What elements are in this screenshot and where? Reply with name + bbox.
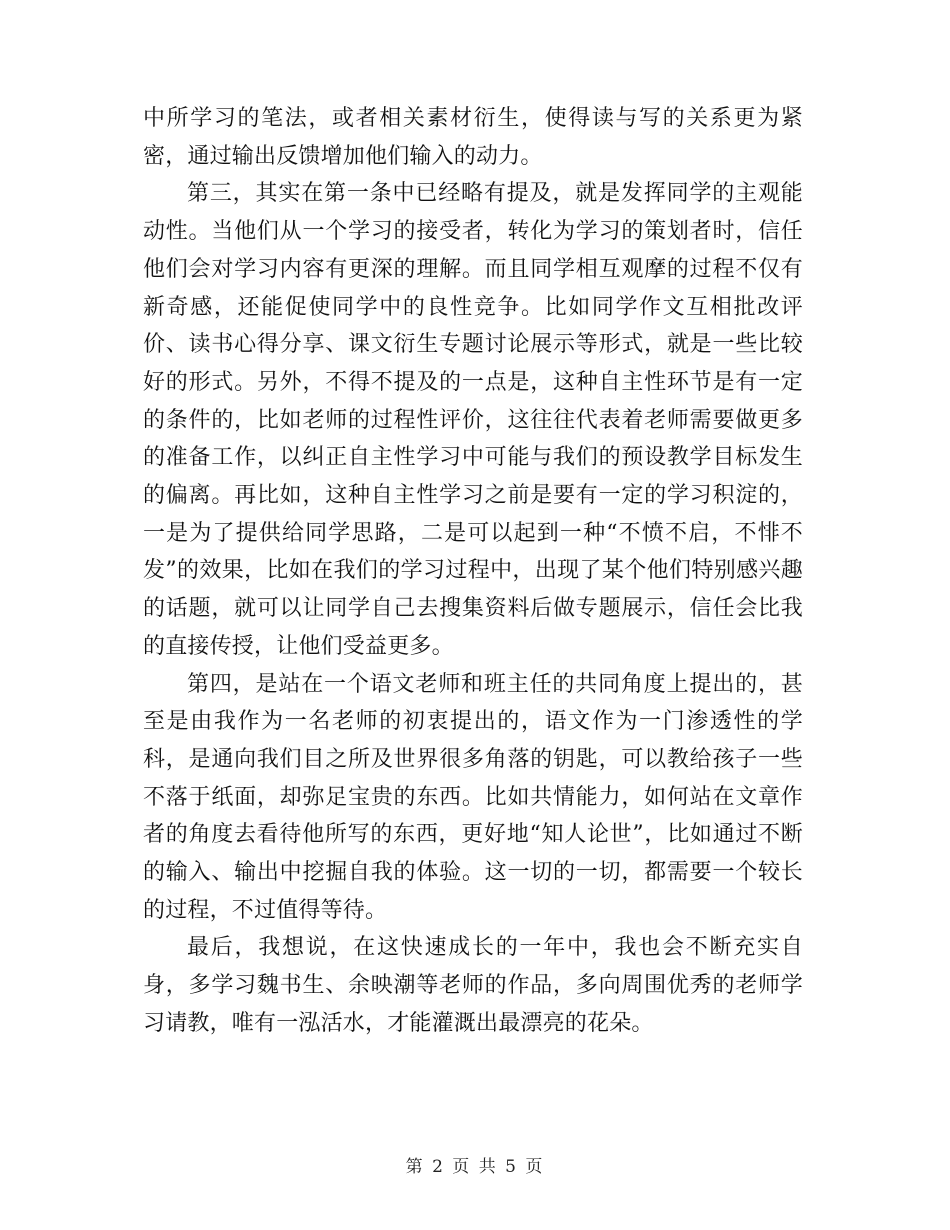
paragraph-third-point: 第三，其实在第一条中已经略有提及，就是发挥同学的主观能动性。当他们从一个学习的接受者，转化为学习的策划者时，信任他们会对学习内容有更深的理解。而且同学相互观摩的过程不仅有新奇感，还能促使同学中的良性竞争。比如同学作文互相批改评价、读书心得分享、课文衍生专题讨论展示等形式，就是一些比较好的形式。另外，不得不提及的一点是，这种自主性环节是有一定的条件的，比如老师的过程性评价，这往往代表着老师需要做更多的准备工作，以纠正自主性学习中可能与我们的预设教学目标发生的偏离。再比如，这种自主性学习之前是要有一定的学习积淀的，一是为了提供给同学思路，二是可以起到一种“不愤不启，不悱不发”的效果，比如在我们的学习过程中，出现了某个他们特别感兴趣的话题，就可以让同学自己去搜集资料后做专题展示，信任会比我的直接传授，让他们受益更多。 <box>143 181 803 659</box>
document-body <box>143 100 803 1043</box>
paragraph-continuation: 中所学习的笔法，或者相关素材衍生，使得读与写的关系更为紧密，通过输出反馈增加他们输入的动力。 <box>143 106 803 169</box>
page-number-footer: 第 2 页 共 5 页 <box>405 1157 545 1177</box>
paragraph-fourth-point: 第四，是站在一个语文老师和班主任的共同角度上提出的，甚至是由我作为一名老师的初衷提出的，语文作为一门渗透性的学科，是通向我们目之所及世界很多角落的钥匙，可以教给孩子一些不落于纸面，却弥足宝贵的东西。比如共情能力，如何站在文章作者的角度去看待他所写的东西，更好地“知人论世”，比如通过不断的输入、输出中挖掘自我的体验。这一切的一切，都需要一个较长的过程，不过值得等待。 <box>143 671 803 923</box>
paragraph-conclusion: 最后，我想说，在这快速成长的一年中，我也会不断充实自身，多学习魏书生、余映潮等老师的作品，多向周围优秀的老师学习请教，唯有一泓活水，才能灌溉出最漂亮的花朵。 <box>143 935 803 1036</box>
